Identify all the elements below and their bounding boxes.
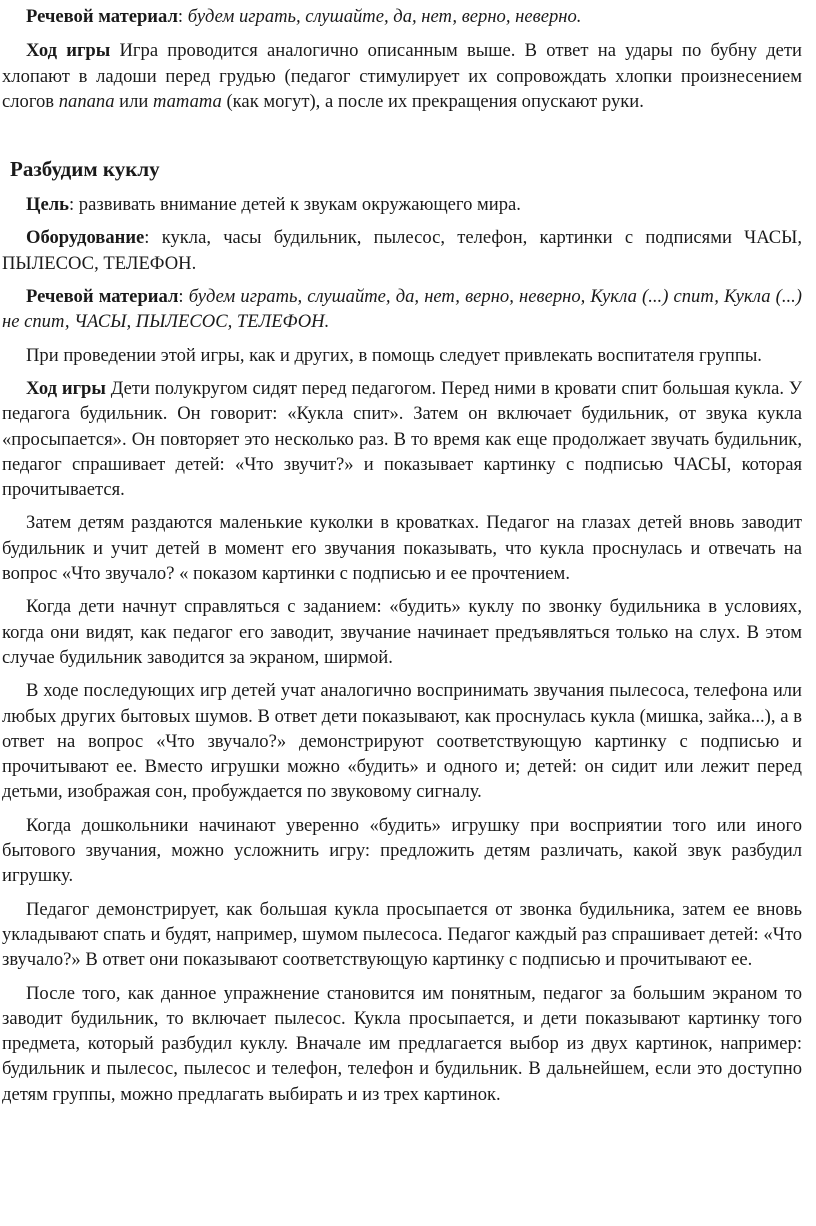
body-paragraph: После того, как данное упражнение становится им понятным, педагог за большим экраном то заводит будильник, то включает пылесос. Кукла просыпается, и дети показывают картинку того предмета, который разбудил куклу. Вначале им предлагается выбор из двух картинок, например: будильник и пылесос, пылесос и телефон, телефон и будильник. В дальнейшем, если это доступно детям группы, можно предлагать выбирать и из трех картинок. [2,982,802,1105]
equipment-text: : кукла, часы будильник, пылесос, телефон, картинки с подписями ЧАСЫ, ПЫЛЕСОС, ТЕЛЕФОН. [2,227,802,274]
prev-course-label: Ход игры [26,40,111,62]
equipment-label: Оборудование [26,227,145,249]
body-paragraph: Когда дошкольники начинают уверенно «будить» игрушку при восприятии того или иного бытового звучания, можно усложнить игру: предложить детям различать, какой звук разбудил игрушку. [2,814,802,887]
body-paragraph: Затем детям раздаются маленькие куколки в кроватках. Педагог на глазах детей вновь заводит будильник и учит детей в момент его звучания показывать, что кукла проснулась и отвечать на вопрос «Что звучало? « показом картинки с подписью и ее прочтением. [2,512,802,585]
game-course-paragraph [2,376,802,502]
note-paragraph: При проведении этой игры, как и других, в помощь следует привлекать воспитателя группы. [26,344,762,366]
section-title: Разбудим куклу [10,157,160,182]
speech-label: Речевой материал [26,286,179,308]
speech-material-paragraph: Речевой материал: будем играть, слушайте, да, нет, верно, неверно, Кукла (...) спит, Кукла (...) не спит, ЧАСЫ, ПЫЛЕСОС, ТЕЛЕФОН. [2,286,802,333]
speech-text: будем играть, слушайте, да, нет, верно, неверно, Кукла (...) спит, Кукла (...) не спит, ЧАСЫ, ПЫЛЕСОС, ТЕЛЕФОН. [2,286,802,333]
prev-course-text-2: (как могут), а после их прекращения опускают руки. [221,90,644,112]
prev-course-or: или [114,90,153,112]
prev-course-text-1: Игра проводится аналогично описанным выше. В ответ на удары по бубну дети хлопают в ладоши перед грудью (педагог стимулирует их сопровождать хлопки произнесением слогов [2,40,803,112]
prev-course-word-1: папапа [58,90,115,112]
goal-paragraph [2,192,802,217]
body-paragraph: Когда дети начнут справляться с заданием: «будить» куклу по звонку будильника в условиях, когда они видят, как педагог его заводит, звучание начинает предъявляться только на слух. В этом случае будильник заводится за экраном, ширмой. [2,596,802,668]
prev-game-course [2,38,802,114]
prev-course-word-2: татата [152,90,222,112]
equipment-paragraph [2,225,802,276]
goal-text: : развивать внимание детей к звукам окружающего мира. [68,194,521,216]
course-text: Дети полукругом сидят перед педагогом. Перед ними в кровати спит большая кукла. У педагога будильник. Он говорит: «Кукла спит». Затем он включает будильник, от звука кукла «просыпается». Он повторяет это несколько раз. В то время как еще продолжает звучать будильник, педагог спрашивает детей: «Что звучит?» и показывает картинку с подписью ЧАСЫ, которая прочитывается. [2,377,803,501]
prev-speech-material: Речевой материал: будем играть, слушайте, да, нет, верно, неверно. [26,6,582,27]
body-paragraph: В ходе последующих игр детей учат аналогично воспринимать звучания пылесоса, телефона или любых других бытовых шумов. В ответ дети показывают, как проснулась кукла (мишка, зайка...), а в ответ на вопрос «Что звучало?» демонстрируют соответствующую картинку с подписью и прочитывают ее. Вместо игрушки можно «будить» и одного и; детей: он сидит или лежит перед детьми, изображая сон, пробуждается по звуковому сигналу. [2,680,802,803]
body-paragraph: Педагог демонстрирует, как большая кукла просыпается от звонка будильника, затем ее вновь укладывают спать и будят, например, шумом пылесоса. Педагог каждый раз спрашивает детей: «Что звучало?» В ответ они показывают соответствующую картинку с подписью и прочитывают ее. [2,898,802,971]
prev-speech-text: будем играть, слушайте, да, нет, верно, неверно. [187,6,582,27]
prev-speech-label: Речевой материал [26,6,178,27]
goal-label: Цель [26,194,69,216]
course-label: Ход игры [26,377,106,399]
